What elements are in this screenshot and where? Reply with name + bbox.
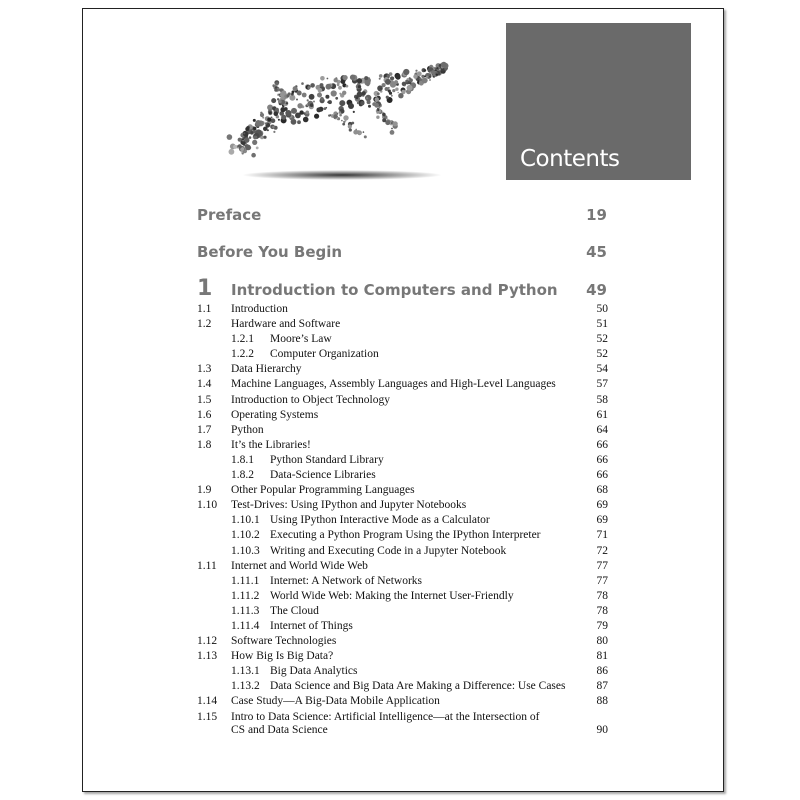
whale-dot [436, 74, 438, 76]
before-you-begin-page: 45 [586, 243, 607, 261]
whale-dot [377, 109, 379, 111]
whale-dot [382, 113, 386, 117]
whale-dot [320, 83, 324, 87]
toc-entry-page: 52 [596, 348, 608, 361]
whale-dot [278, 119, 280, 121]
toc-entry-number: 1.8.2 [231, 469, 254, 482]
whale-dot [293, 86, 298, 91]
whale-dot [241, 151, 243, 153]
toc-entry[interactable] [197, 453, 608, 468]
whale-dot [362, 91, 366, 95]
whale-illustration [224, 44, 464, 186]
toc-entry[interactable] [197, 423, 608, 438]
whale-dot [263, 136, 266, 139]
before-you-begin-title: Before You Begin [197, 243, 343, 261]
whale-dot [334, 114, 338, 118]
toc-entry-title: Introduction to Object Technology [231, 393, 390, 406]
toc-entry[interactable] [197, 393, 608, 408]
whale-dot [254, 136, 258, 140]
whale-dot [405, 80, 408, 83]
whale-dot [359, 132, 361, 134]
whale-dot [265, 122, 267, 124]
whale-dot [316, 107, 321, 112]
whale-dot [379, 74, 383, 78]
whale-dot [358, 85, 361, 88]
whale-dot [320, 97, 324, 101]
whale-dot [297, 91, 302, 96]
whale-dot [374, 103, 379, 108]
whale-dot [394, 80, 398, 84]
whale-dot [355, 96, 358, 99]
whale-dot [346, 85, 349, 88]
toc-entry-number: 1.12 [197, 635, 218, 648]
whale-dot [282, 90, 287, 95]
toc-entry-number: 1.6 [197, 408, 212, 421]
toc-entry-page: 77 [596, 559, 608, 572]
whale-dot [368, 105, 371, 108]
whale-dot [436, 67, 438, 69]
whale-dot [382, 118, 386, 122]
whale-dot [355, 129, 357, 131]
toc-entry-title: Big Data Analytics [270, 665, 358, 678]
toc-entry-number: 1.11.3 [231, 604, 260, 617]
toc-entry-title: Operating Systems [231, 408, 319, 421]
toc-entry-title: It’s the Libraries! [231, 438, 311, 451]
whale-dot [406, 90, 408, 92]
whale-dot [415, 70, 417, 72]
toc-entry-title: Data Hierarchy [231, 363, 302, 376]
toc-entry-page: 71 [596, 529, 608, 542]
whale-dot [318, 88, 323, 93]
whale-dot [269, 111, 272, 114]
whale-dot [342, 91, 346, 95]
toc-entry-page: 87 [596, 680, 608, 693]
whale-dot [366, 83, 369, 86]
whale-dot [281, 115, 286, 120]
toc-entry[interactable] [197, 710, 608, 737]
toc-entry-title: Internet and World Wide Web [231, 559, 368, 572]
whale-dot [320, 76, 325, 81]
toc-entry[interactable] [197, 589, 608, 604]
whale-dot [353, 130, 358, 135]
toc-entry[interactable] [197, 559, 608, 574]
whale-dot [422, 78, 428, 84]
whale-dot [413, 74, 417, 78]
toc-entry-title: Hardware and Software [231, 318, 341, 331]
whale-dot [398, 93, 403, 98]
whale-dot [353, 111, 355, 113]
whale-dot [271, 98, 276, 103]
toc-entry-title: Case Study—A Big-Data Mobile Application [231, 695, 440, 708]
toc-entry-number: 1.10.2 [231, 529, 260, 542]
whale-dot [274, 88, 277, 91]
whale-dot [364, 135, 367, 138]
whale-dot [243, 132, 245, 134]
whale-dot [350, 75, 356, 81]
whale-dot [379, 78, 381, 80]
whale-dot [386, 96, 389, 99]
whale-dot [424, 75, 426, 77]
whale-dots [227, 62, 449, 158]
whale-dot [397, 92, 399, 94]
whale-dot [317, 93, 322, 98]
whale-dot [390, 76, 394, 80]
whale-dot [233, 145, 237, 149]
whale-dot [299, 110, 303, 114]
whale-dot [307, 86, 310, 89]
whale-dot [348, 103, 354, 109]
whale-dot [302, 93, 307, 98]
whale-shadow [242, 170, 442, 180]
toc-entry-title: Internet: A Network of Networks [270, 574, 423, 587]
whale-dot [313, 101, 315, 103]
toc-entry[interactable] [197, 362, 608, 377]
whale-dot [339, 100, 345, 106]
whale-dot [327, 78, 329, 80]
toc-entry-number: 1.15 [197, 710, 218, 723]
whale-dot [310, 83, 315, 88]
toc-entry-page: 57 [596, 378, 608, 391]
toc-preface[interactable] [197, 206, 607, 224]
toc-entry[interactable] [197, 483, 608, 498]
toc-entry[interactable] [197, 528, 608, 543]
whale-dot [395, 74, 400, 79]
whale-dot [391, 95, 393, 97]
whale-dot [310, 103, 314, 107]
toc-entry-number: 1.10.3 [231, 544, 260, 557]
whale-dot [253, 119, 256, 122]
toc-entry[interactable] [197, 574, 608, 589]
whale-dot [392, 89, 395, 92]
toc-entry-page: 51 [596, 318, 608, 331]
whale-dot [387, 74, 390, 77]
toc-entry-title: Executing a Python Program Using the IPython Interpreter [270, 529, 541, 542]
whale-dot [278, 100, 282, 104]
whale-dot [363, 131, 365, 133]
toc-entry-number: 1.13.2 [231, 680, 260, 693]
whale-dot [267, 118, 271, 122]
toc-entry[interactable] [197, 544, 608, 559]
whale-dot [285, 110, 291, 116]
whale-dot [380, 88, 382, 90]
toc-entry-page: 69 [596, 514, 608, 527]
whale-dot [249, 136, 252, 139]
whale-dot [301, 82, 304, 85]
whale-dot [273, 131, 275, 133]
toc-entry-title: Using IPython Interactive Mode as a Calculator [270, 514, 490, 527]
toc-entry[interactable] [197, 619, 608, 634]
toc-entry-number: 1.8.1 [231, 453, 254, 466]
toc-entry-title: Introduction [231, 303, 288, 315]
whale-dot [326, 84, 332, 90]
toc-entry-page: 66 [596, 453, 608, 466]
whale-dot [244, 137, 249, 142]
toc-entry-title: Data Science and Big Data Are Making a Difference: Use Cases [270, 680, 566, 693]
whale-dot [292, 92, 294, 94]
whale-dot [325, 95, 329, 99]
toc-entry-page: 79 [596, 619, 608, 632]
toc-before-you-begin[interactable] [197, 243, 607, 261]
whale-dot [326, 107, 328, 109]
toc-entry-number: 1.2.1 [231, 333, 254, 346]
whale-dot [242, 140, 244, 142]
whale-dot [387, 118, 389, 120]
whale-dot [337, 83, 340, 86]
toc-entry-number: 1.14 [197, 695, 218, 708]
whale-dot [379, 110, 381, 112]
toc-entry-page: 66 [596, 469, 608, 482]
toc-entry-page: 86 [596, 665, 608, 678]
toc-entry-title: Writing and Executing Code in a Jupyter Notebook [270, 544, 507, 557]
whale-dot [335, 97, 338, 100]
whale-dot [441, 62, 447, 68]
toc-entry[interactable] [197, 468, 608, 483]
toc-entry[interactable] [197, 634, 608, 649]
whale-dot [375, 97, 379, 101]
whale-dot [338, 86, 342, 90]
toc-entry-title [231, 711, 539, 737]
toc-entry-page: 72 [596, 544, 608, 557]
toc-entry-title-line: Intro to Data Science: Artificial Intelligence—at the Intersection of [231, 710, 540, 723]
whale-dot [307, 99, 309, 101]
contents-banner [506, 23, 691, 180]
toc-entry[interactable] [197, 694, 608, 709]
toc-entry-page: 77 [596, 574, 608, 587]
toc-entry-number: 1.10 [197, 499, 218, 512]
whale-dot [256, 147, 259, 150]
whale-dot [296, 99, 298, 101]
toc-entry-number: 1.11.1 [231, 574, 260, 587]
whale-dot [245, 145, 251, 151]
toc-entry-number: 1.2 [197, 318, 212, 331]
toc-entry[interactable] [197, 498, 608, 513]
whale-dot [377, 85, 383, 91]
toc-entry-title: The Cloud [270, 604, 319, 617]
whale-dot [227, 134, 233, 140]
chapter-page: 49 [586, 281, 607, 299]
whale-dot [357, 102, 359, 104]
toc-entry-title: Other Popular Programming Languages [231, 484, 415, 497]
toc-entry[interactable] [197, 679, 608, 694]
toc-entry-number: 1.13 [197, 650, 218, 663]
whale-dot [357, 78, 362, 83]
toc-entry[interactable] [197, 302, 608, 317]
whale-dot [377, 92, 380, 95]
whale-dot [260, 112, 262, 114]
toc-entry[interactable] [197, 377, 608, 392]
toc-entry-title: Data-Science Libraries [270, 469, 376, 482]
whale-dot [409, 78, 413, 82]
whale-dot [263, 127, 267, 131]
whale-dot [288, 92, 291, 95]
toc-entry-number: 1.8 [197, 438, 212, 451]
whale-dot [429, 79, 431, 81]
whale-dot [417, 71, 422, 76]
chapter-title[interactable]: Introduction to Computers and Python [231, 281, 558, 299]
toc-entry[interactable] [197, 317, 608, 332]
toc-entry-title: Python Standard Library [270, 453, 384, 466]
whale-dot [388, 89, 391, 92]
whale-dot [348, 124, 352, 128]
whale-dot [286, 102, 288, 104]
toc-entry-title-line: CS and Data Science [231, 723, 328, 736]
toc-entry-page: 68 [596, 484, 608, 497]
toc-entry-page: 78 [596, 589, 608, 602]
toc-entry[interactable] [197, 332, 608, 347]
toc-entry-title: Machine Languages, Assembly Languages and High-Level Languages [231, 378, 556, 391]
toc-entry-number: 1.4 [197, 378, 212, 391]
toc-entry-title: How Big Is Big Data? [231, 650, 334, 663]
toc-entry-title: Software Technologies [231, 635, 337, 648]
whale-dot [391, 128, 393, 130]
toc-entry-number: 1.11 [197, 559, 217, 572]
toc-entry-title: Python [231, 423, 264, 436]
toc-entry-page: 64 [596, 423, 608, 436]
whale-dot [229, 149, 235, 155]
preface-page: 19 [586, 206, 607, 224]
whale-dot [280, 107, 285, 112]
toc-entry-title: Test-Drives: Using IPython and Jupyter Notebooks [231, 499, 467, 512]
toc-entry-title: Computer Organization [270, 348, 379, 361]
toc-entry-page: 80 [596, 635, 608, 648]
toc-entry[interactable] [197, 664, 608, 679]
toc-entry-page: 69 [596, 499, 608, 512]
whale-dot [429, 76, 431, 78]
whale-dot [303, 117, 309, 123]
whale-dot [251, 153, 256, 158]
whale-dot [334, 78, 338, 82]
whale-dot [297, 120, 301, 124]
toc-entry-page: 88 [596, 695, 608, 708]
whale-dot [345, 120, 347, 122]
toc-entry-number: 1.11.2 [231, 589, 260, 602]
whale-dot [278, 94, 280, 96]
toc-entry-number: 1.10.1 [231, 514, 260, 527]
whale-dot [444, 68, 447, 71]
toc-entry-page: 58 [596, 393, 608, 406]
whale-dot [339, 114, 342, 117]
contents-title: Contents [520, 146, 620, 172]
whale-dot [245, 127, 249, 131]
whale-dot [237, 147, 239, 149]
preface-title: Preface [197, 206, 262, 224]
toc-entry-number: 1.13.1 [231, 665, 260, 678]
whale-dot [407, 85, 413, 91]
whale-dot [238, 138, 242, 142]
whale-dot [314, 114, 319, 119]
toc-entry[interactable] [197, 438, 608, 453]
toc-entry[interactable] [197, 347, 608, 362]
toc-entry-title: World Wide Web: Making the Internet User-Friendly [270, 589, 514, 602]
whale-dot [364, 76, 368, 80]
toc-entry-page: 50 [596, 303, 608, 315]
toc-entry-page: 52 [596, 333, 608, 346]
whale-dot [309, 94, 315, 100]
whale-dot [253, 127, 256, 130]
whale-dot [328, 114, 330, 116]
whale-dot [360, 101, 364, 105]
whale-dot [349, 128, 352, 131]
whale-dot [390, 130, 395, 135]
toc-entry-number: 1.11.4 [231, 619, 260, 632]
whale-dot [431, 70, 436, 75]
whale-dot [404, 85, 406, 87]
whale-dot [255, 120, 261, 126]
toc-entry-title: Internet of Things [270, 619, 353, 632]
whale-dot [419, 78, 421, 80]
whale-dot [275, 108, 279, 112]
whale-dot [424, 69, 427, 72]
whale-dot [426, 76, 428, 78]
whale-dot [274, 111, 279, 116]
toc-entry-number: 1.2.2 [231, 348, 254, 361]
whale-dot [272, 126, 275, 129]
toc-entry-page: 61 [596, 408, 608, 421]
toc-entry-page: 78 [596, 604, 608, 617]
toc-entry-number: 1.3 [197, 363, 212, 376]
chapter-number: 1 [197, 276, 213, 301]
whale-dot [341, 120, 343, 122]
whale-dot [306, 111, 310, 115]
toc-entry-title: Moore’s Law [270, 333, 332, 346]
whale-dot [284, 98, 286, 100]
whale-dot [297, 103, 302, 108]
whale-dot [403, 69, 409, 75]
toc-entry[interactable] [197, 513, 608, 528]
whale-dot [289, 95, 295, 101]
whale-dot [343, 75, 348, 80]
whale-dot [367, 100, 371, 104]
toc-entry-page: 54 [596, 363, 608, 376]
toc-entry-number: 1.9 [197, 484, 212, 497]
whale-dot [376, 116, 379, 119]
toc-entry-number: 1.1 [197, 303, 212, 315]
whale-dot [339, 111, 342, 114]
toc-entry-number: 1.7 [197, 423, 212, 436]
whale-dot [252, 140, 257, 145]
whale-dot [343, 115, 348, 120]
toc-entry[interactable] [197, 649, 608, 664]
toc-entry[interactable] [197, 408, 608, 423]
toc-entry[interactable] [197, 604, 608, 619]
toc-list [197, 302, 608, 737]
whale-dot [342, 123, 345, 126]
whale-dot [271, 118, 276, 123]
toc-entry-number: 1.5 [197, 393, 212, 406]
whale-dot [327, 101, 329, 103]
whale-dot [366, 97, 368, 99]
toc-entry-page: 90 [596, 723, 608, 736]
whale-dot [331, 90, 337, 96]
toc-entry-page: 81 [596, 650, 608, 663]
whale-dot [393, 121, 398, 126]
toc-entry-page: 66 [596, 438, 608, 451]
whale-dot [337, 113, 339, 115]
whale-dot [395, 88, 398, 91]
whale-dot [291, 108, 297, 114]
